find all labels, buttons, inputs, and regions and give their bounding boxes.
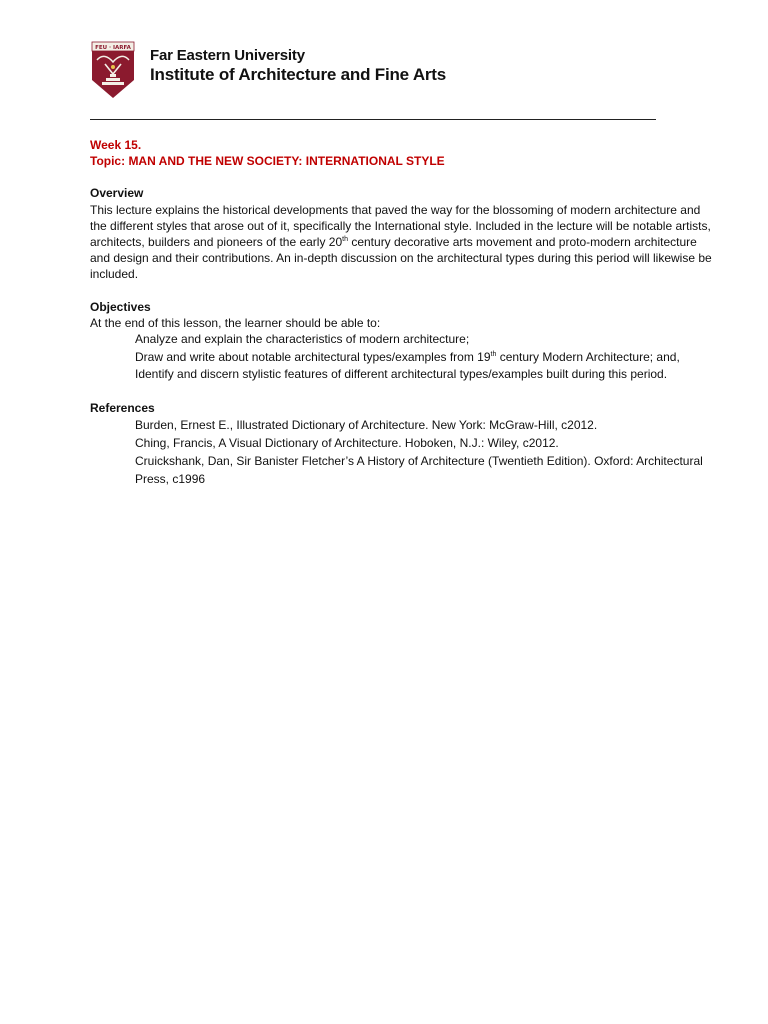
institute-name: Institute of Architecture and Fine Arts <box>150 65 447 84</box>
feu-iarfa-logo <box>90 40 136 100</box>
objective-item <box>90 349 682 367</box>
reference-item: Cruickshank, Dan, Sir Banister Fletcher’s A History of Architecture (Twentieth Edition). Oxford: Architectural <box>135 454 703 469</box>
overview-line <box>90 234 697 250</box>
overview-line: This lecture explains the historical developments that paved the way for the blossoming of modern architecture and <box>90 202 701 217</box>
topic-title: Topic: MAN AND THE NEW SOCIETY: INTERNATIONAL STYLE <box>90 153 445 168</box>
week-label: Week 15. <box>90 138 142 152</box>
logo-text: FEU · IARFA <box>95 45 131 51</box>
objectives-intro: At the end of this lesson, the learner should be able to: <box>90 316 381 331</box>
objective-item: Identify and discern stylistic features of different architectural types/examples built during this period. <box>135 367 668 382</box>
objective-text: Draw and write about notable architectural types/examples from 19 <box>135 349 491 364</box>
overview-paragraph <box>90 202 712 283</box>
objective-item: Analyze and explain the characteristics of modern architecture; <box>135 332 470 347</box>
document-header <box>90 40 690 102</box>
references-heading: References <box>90 400 155 415</box>
overview-heading: Overview <box>90 186 144 200</box>
reference-item-continued: Press, c1996 <box>135 472 206 487</box>
ordinal-suffix: th <box>490 350 497 358</box>
overview-line: the different styles that arose out of it, specifically the International style. Included in the lecture will be notable artists, <box>90 218 711 233</box>
university-name: Far Eastern University <box>150 47 305 64</box>
objective-text: century Modern Architecture; and, <box>496 349 680 364</box>
overview-text: century decorative arts movement and proto-modern architecture <box>348 234 697 249</box>
reference-item: Ching, Francis, A Visual Dictionary of Architecture. Hoboken, N.J.: Wiley, c2012. <box>135 436 559 451</box>
lesson-content <box>90 138 712 488</box>
ordinal-suffix: th <box>342 235 348 243</box>
header-divider <box>90 119 656 120</box>
overview-line: included. <box>90 267 139 282</box>
objectives-heading: Objectives <box>90 299 151 314</box>
overview-line: and design and their contributions. An in-depth discussion on the architectural types during this period will likewise be <box>90 251 712 266</box>
overview-text: architects, builders and pioneers of the early 20 <box>90 234 343 249</box>
reference-item: Burden, Ernest E., Illustrated Dictionary of Architecture. New York: McGraw-Hill, c2012. <box>135 418 598 433</box>
